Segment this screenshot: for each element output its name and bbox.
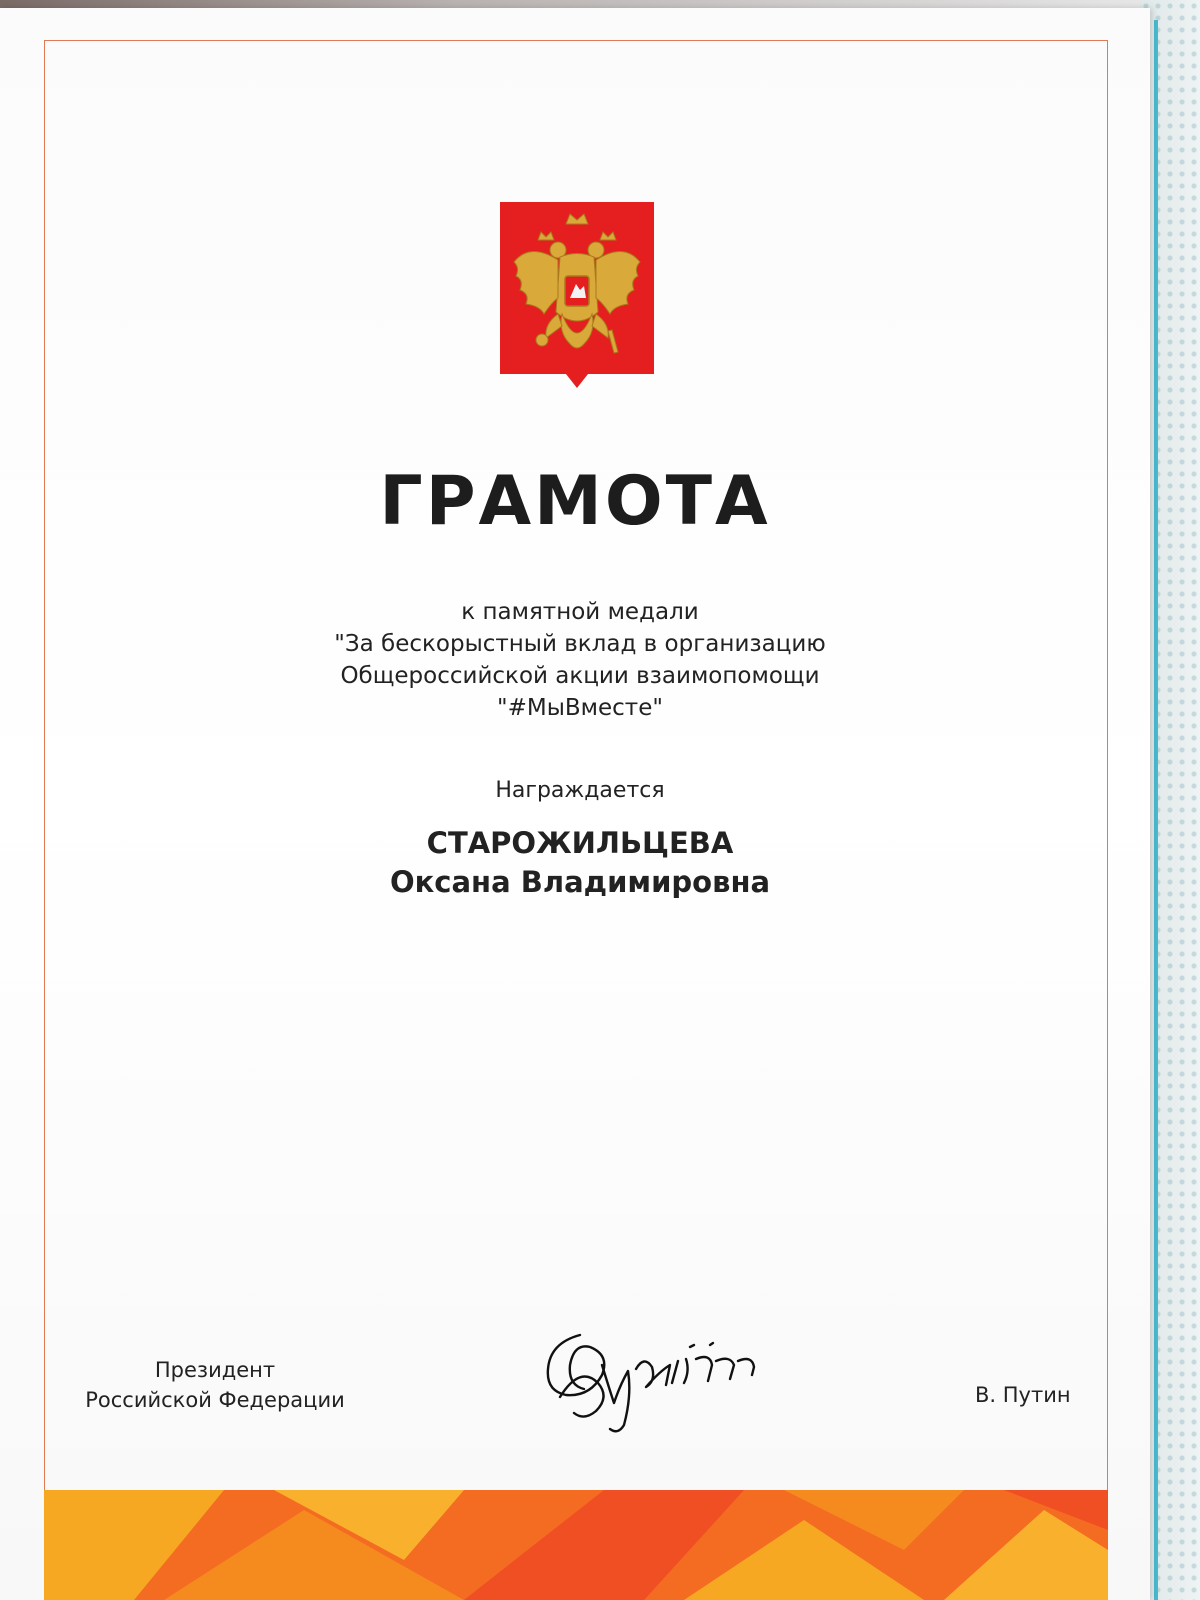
- coat-of-arms-emblem: [500, 202, 654, 390]
- awarded-label: Награждается: [495, 778, 665, 803]
- subtitle-line: Общероссийской акции взаимопомощи: [340, 663, 820, 689]
- subtitle-line: "#МыВместе": [497, 695, 663, 721]
- recipient-surname: СТАРОЖИЛЬЦЕВА: [426, 826, 734, 860]
- sheet-edge: [1154, 20, 1158, 1600]
- subtitle-line: "За бескорыстный вклад в организацию: [334, 631, 826, 657]
- signatory-name: В. Путин: [975, 1383, 1071, 1407]
- certificate-title: ГРАМОТА: [379, 462, 771, 541]
- handwritten-signature: [540, 1325, 770, 1435]
- decorative-bottom-band: [44, 1490, 1108, 1600]
- signatory-title-line: Президент: [154, 1358, 276, 1382]
- recipient-given-name: Оксана Владимировна: [389, 865, 771, 899]
- subtitle-line: к памятной медали: [461, 599, 699, 625]
- background-strip: [0, 0, 1140, 8]
- signatory-title-line: Российской Федерации: [85, 1388, 345, 1412]
